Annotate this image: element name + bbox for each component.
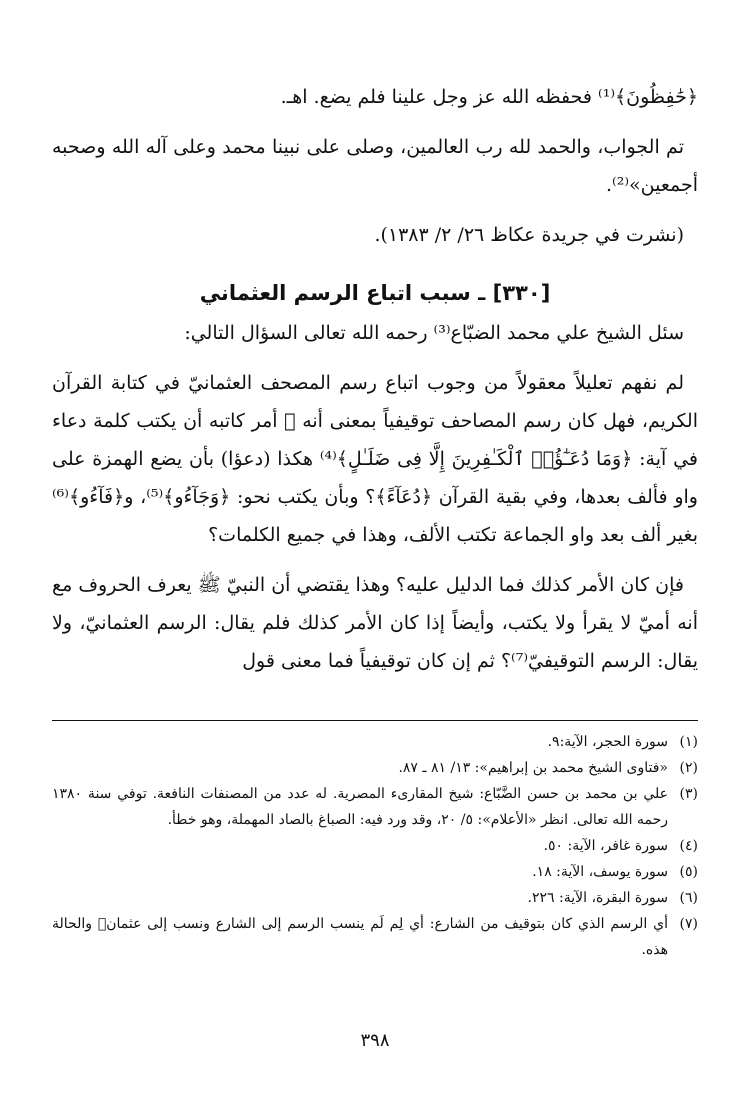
footnote-text: سورة غافر، الآية: ٥٠.	[543, 838, 668, 854]
main-text	[52, 78, 698, 680]
carryover-line: ﴿حَٰفِظُونَ﴾⁽¹⁾ فحفظه الله عز وجل علينا فلم يضع. اهـ.	[280, 86, 698, 108]
closing-paragraph: تم الجواب، والحمد لله رب العالمين، وصلى على نبينا محمد وعلى آله الله وصحبه أجمعين»⁽²⁾.	[52, 136, 698, 196]
footnote-number: (٢)	[679, 760, 698, 776]
footnote-text: سورة البقرة، الآية: ٢٢٦.	[527, 890, 668, 906]
footnote-text: سورة يوسف، الآية: ١٨.	[532, 864, 668, 880]
footnote-number: (٦)	[679, 890, 698, 906]
footnote-text: علي بن محمد بن حسن الضَّبّاع: شيخ المقارىء المصرية. له عدد من المصنفات النافعة. توفي سنة ١٣٨٠ رحمه الله تعالى. انظر «الأعلام»: ٥/ ٢٠، وقد ورد فيه: الصباغ بالصاد المهملة، وهو خطأ.	[52, 786, 668, 828]
footnote	[52, 781, 698, 833]
footnote-number: (٤)	[679, 838, 698, 854]
followup-paragraph: فإن كان الأمر كذلك فما الدليل عليه؟ وهذا يقتضي أن النبيّ ﷺ يعرف الحروف مع أنه أميّ لا يقرأ ولا يكتب، وأيضاً إذا كان الأمر كذلك فلم يقال: الرسم العثمانيّ، ولا يقال: الرسم التوقيفيّ⁽⁷⁾؟ ثم إن كان توقيفياً فما معنى قول	[52, 574, 698, 672]
footnote-text: أي الرسم الذي كان بتوقيف من الشارع: أي لِم لَم ينسب الرسم إلى الشارع ونسب إلى عثمان﷜ والحالة هذه.	[52, 916, 668, 958]
page-number: ٣٩٨	[360, 1030, 390, 1051]
publication-note: (نشرت في جريدة عكاظ ٢٦/ ٢/ ١٣٨٣).	[374, 224, 684, 246]
footnote	[52, 755, 698, 781]
question-paragraph: لم نفهم تعليلاً معقولاً من وجوب اتباع رسم المصحف العثمانيّ في كتابة القرآن الكريم، فهل كان رسم المصاحف توقيفياً بمعنى أنه ﷺ أمر كاتبه أن يكتب كلمة دعاء في آية: ﴿وَمَا دُعَـٰٓؤُا۟ ٱلْكَـٰفِرِينَ إِلَّا فِى ضَلَـٰلٍ﴾⁽⁴⁾ هكذا (دعؤا) بأن يضع الهمزة على واو فألف بعدها، وفي بقية القرآن ﴿دُعَآءً﴾؟ وبأن يكتب نحو: ﴿وَجَآءُو﴾⁽⁵⁾، و﴿فَآءُو﴾⁽⁶⁾ بغير ألف بعد واو الجماعة تكتب الألف، وهذا في جميع الكلمات؟	[52, 372, 698, 546]
footnote	[52, 859, 698, 885]
footnote-number: (٥)	[679, 864, 698, 880]
footnote	[52, 911, 698, 963]
footnote	[52, 729, 698, 755]
footnote-number: (٣)	[679, 786, 698, 802]
footnote-text: «فتاوى الشيخ محمد بن إبراهيم»: ١٣/ ٨١ ـ ٨٧.	[398, 760, 668, 776]
footnote-number: (٧)	[679, 916, 698, 932]
footnote	[52, 885, 698, 911]
footnote-number: (١)	[679, 734, 698, 750]
footnote	[52, 833, 698, 859]
fatwa-heading: [٣٣٠] ـ سبب اتباع الرسم العثماني	[199, 281, 551, 305]
footnotes	[52, 720, 698, 963]
question-intro: سئل الشيخ علي محمد الضبّاع⁽³⁾ رحمه الله تعالى السؤال التالي:	[184, 322, 684, 344]
footnote-text: سورة الحجر، الآية:٩.	[547, 734, 668, 750]
